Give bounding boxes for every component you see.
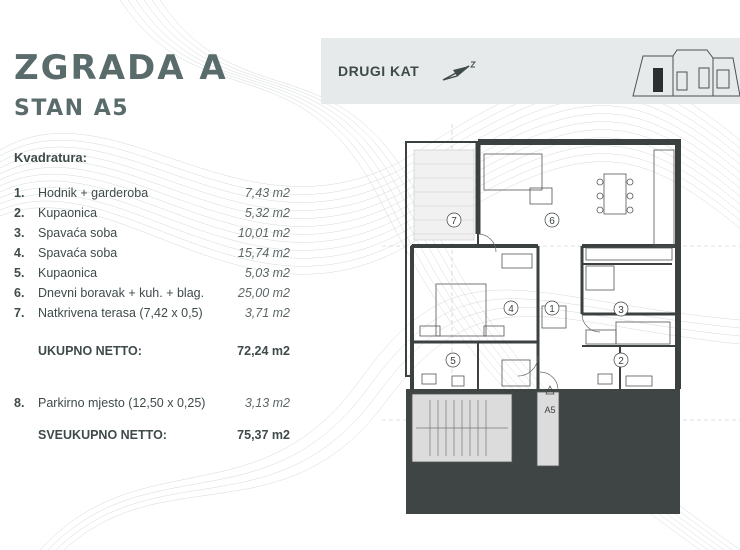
- gross-total-label: SVEUKUPNO NETTO:: [38, 428, 167, 442]
- unit-label: A5: [544, 405, 556, 415]
- room-label-3: 3: [618, 305, 624, 316]
- list-item: [14, 226, 294, 246]
- room-name: Spavaća soba: [38, 246, 118, 260]
- room-area-list: [14, 186, 294, 326]
- parking-area: 3,13 m2: [244, 396, 290, 410]
- parking-row: [14, 396, 294, 416]
- room-name: Kupaonica: [38, 266, 98, 280]
- net-total-label: UKUPNO NETTO:: [38, 344, 142, 358]
- room-name: Hodnik + garderoba: [38, 186, 149, 200]
- room-number: 5.: [14, 266, 25, 280]
- room-area: 15,74 m2: [237, 246, 290, 260]
- room-area: 5,03 m2: [244, 266, 290, 280]
- room-number: 7.: [14, 306, 25, 320]
- list-item: [14, 246, 294, 266]
- list-item: [14, 286, 294, 306]
- room-name: Kupaonica: [38, 206, 98, 220]
- room-number: 2.: [14, 206, 25, 220]
- room-number: 1.: [14, 186, 25, 200]
- room-area: 3,71 m2: [244, 306, 290, 320]
- floor-plan: [372, 124, 740, 524]
- gross-total-value: 75,37 m2: [237, 428, 290, 442]
- room-area: 25,00 m2: [237, 286, 290, 300]
- net-total-value: 72,24 m2: [237, 344, 290, 358]
- net-total-row: [14, 344, 294, 364]
- room-label-6: 6: [549, 216, 555, 227]
- apartment-title: STAN A5: [14, 96, 130, 121]
- building-key-icon: [629, 46, 740, 98]
- parking-name: Parkirno mjesto (12,50 x 0,25): [38, 396, 206, 410]
- room-label-1: 1: [549, 304, 555, 315]
- list-item: [14, 306, 294, 326]
- room-label-7: 7: [451, 216, 457, 227]
- building-title: ZGRADA A: [14, 48, 228, 88]
- room-label-4: 4: [508, 304, 514, 315]
- room-area: 5,32 m2: [244, 206, 290, 220]
- room-label-5: 5: [450, 356, 456, 367]
- lift-shaft: [537, 392, 559, 466]
- list-item: [14, 186, 294, 206]
- list-item: [14, 206, 294, 226]
- parking-number: 8.: [14, 396, 25, 410]
- room-area: 10,01 m2: [237, 226, 290, 240]
- room-number: 3.: [14, 226, 25, 240]
- floor-label: DRUGI KAT: [338, 63, 420, 79]
- gross-total-row: [14, 428, 294, 448]
- list-item: [14, 266, 294, 286]
- room-name: Spavaća soba: [38, 226, 118, 240]
- room-label-2: 2: [618, 356, 624, 367]
- area-heading: Kvadratura:: [14, 150, 87, 165]
- room-number: 6.: [14, 286, 25, 300]
- selected-building-marker: [653, 68, 663, 92]
- north-arrow-icon: [439, 58, 479, 86]
- room-name: Dnevni boravak + kuh. + blag.: [38, 286, 205, 300]
- room-name: Natkrivena terasa (7,42 x 0,5): [38, 306, 203, 320]
- floor-banner: [321, 38, 740, 104]
- room-area: 7,43 m2: [244, 186, 290, 200]
- room-number: 4.: [14, 246, 25, 260]
